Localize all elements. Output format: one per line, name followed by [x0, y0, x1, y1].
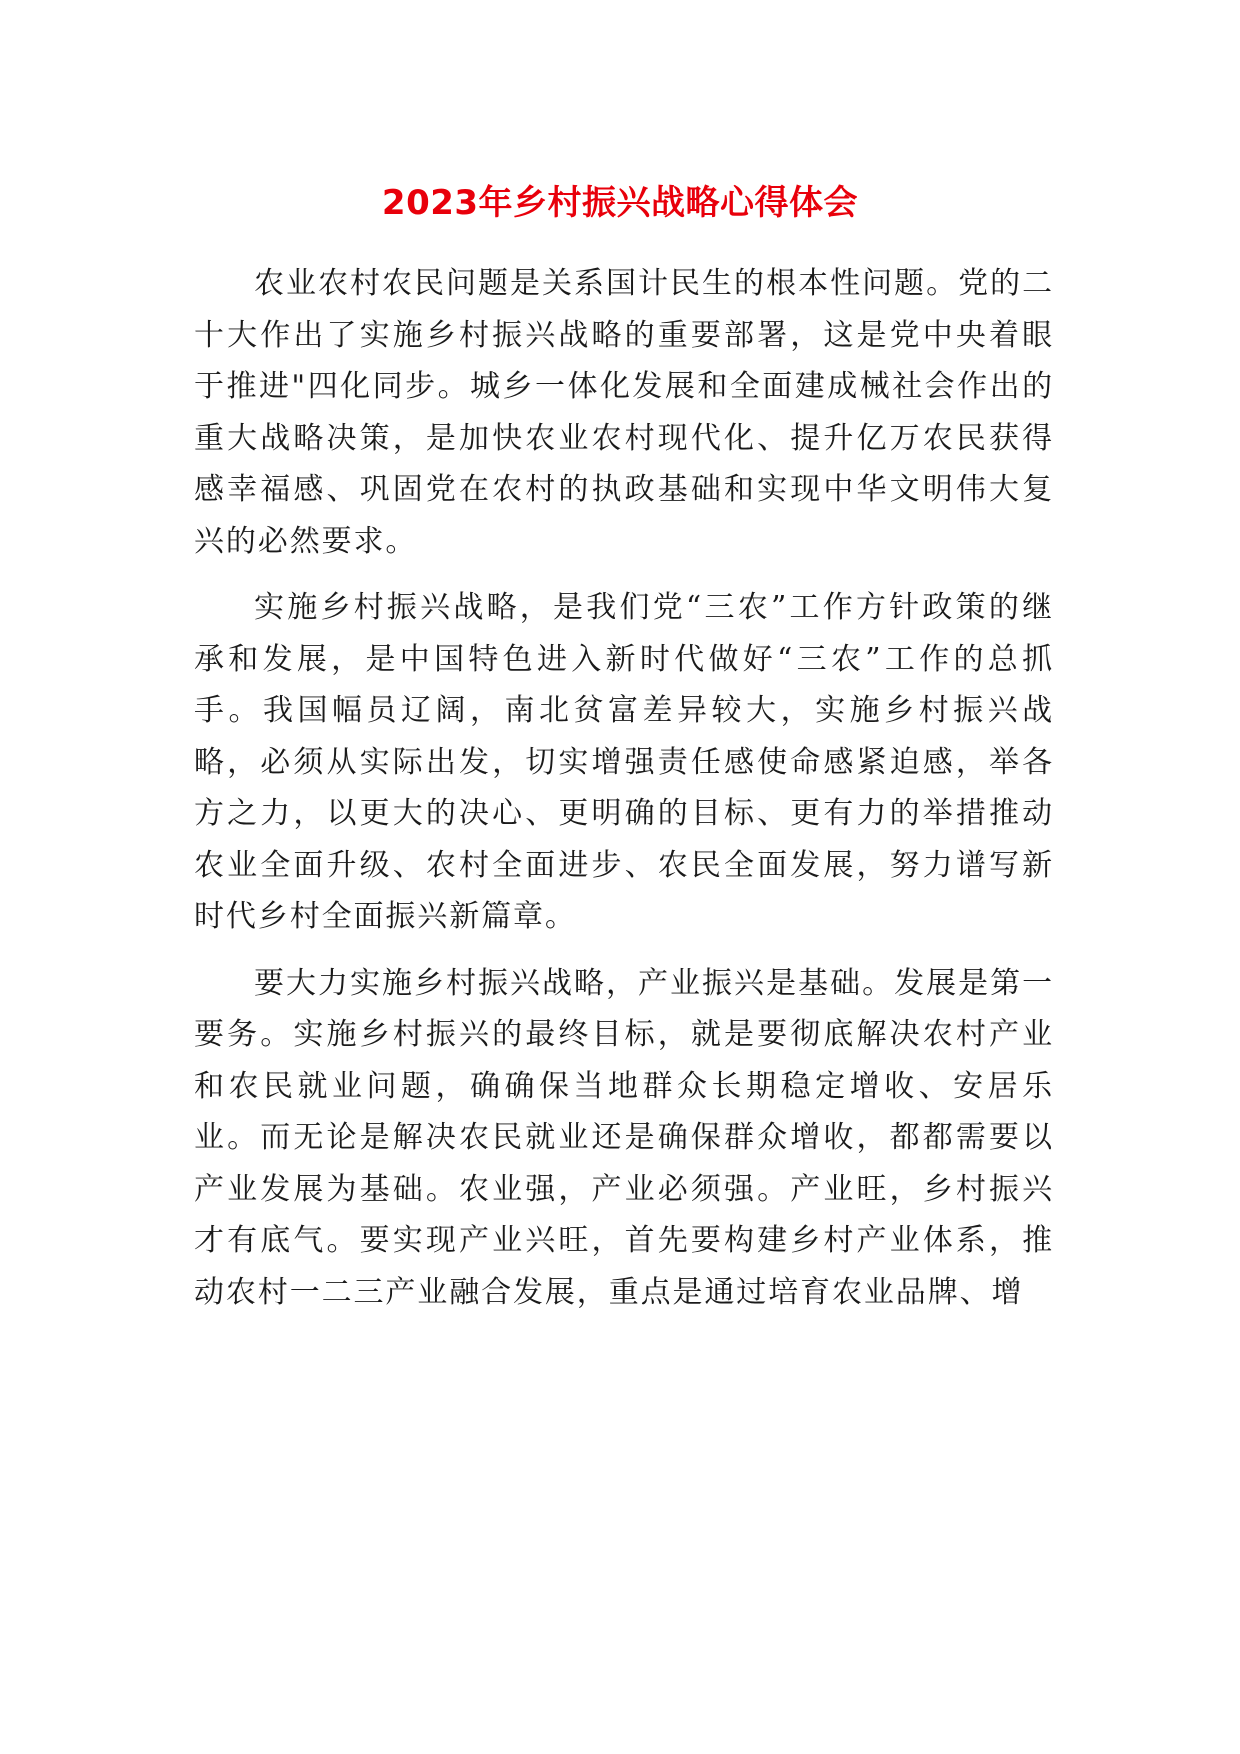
- paragraph-3: 要大力实施乡村振兴战略，产业振兴是基础。发展是第一要务。实施乡村振兴的最终目标，就是要彻底解决农村产业和农民就业问题，确确保当地群众长期稳定增收、安居乐业。而无论是解决农民就业还是确保群众增收，都都需要以产业发展为基础。农业强，产业必须强。产业旺，乡村振兴才有底气。要实现产业兴旺，首先要构建乡村产业体系，推动农村一二三产业融合发展，重点是通过培育农业品牌、增: [194, 965, 1054, 1310]
- paragraph-2: 实施乡村振兴战略，是我们党“三农”工作方针政策的继承和发展，是中国特色进入新时代做好“三农”工作的总抓手。我国幅员辽阔，南北贫富差异较大，实施乡村振兴战略，必须从实际出发，切实增强责任感使命感紧迫感，举各方之力，以更大的决心、更明确的目标、更有力的举措推动农业全面升级、农村全面进步、农民全面发展，努力谱写新时代乡村全面振兴新篇章。: [194, 590, 1054, 934]
- paragraph-1: 农业农村农民问题是关系国计民生的根本性问题。党的二十大作出了实施乡村振兴战略的重要部署，这是党中央着眼于推进"四化同步。城乡一体化发展和全面建成械社会作出的重大战略决策，是加快农业农村现代化、提升亿万农民获得感幸福感、巩固党在农村的执政基础和实现中华文明伟大复兴的必然要求。: [194, 266, 1054, 559]
- document-title: 2023年乡村振兴战略心得体会: [381, 182, 859, 223]
- document-body: [194, 258, 1054, 1333]
